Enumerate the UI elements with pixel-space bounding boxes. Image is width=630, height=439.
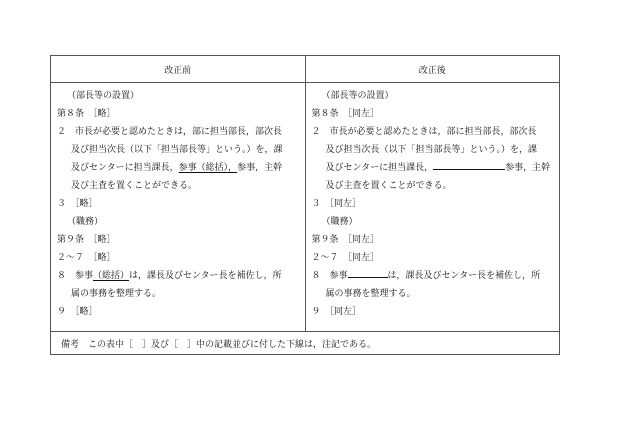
paragraph-8-line-2: 属の事務を整理する。 [71,289,162,299]
column-before [51,83,306,331]
paragraph-8-line-2: 属の事務を整理する。 [325,289,416,299]
section-heading: （職務） [321,217,358,227]
paragraph-2-line-1: ２ 市長が必要と認めたときは，部に担当部長，部次長 [311,127,537,137]
paragraphs-2-to-7: ２～７ ［略］ [57,253,116,263]
text-segment: は，課長及びセンター長を補佐し，所 [387,271,541,281]
paragraph-8-line-1 [312,267,554,285]
header-before: 改正前 [51,56,306,82]
article-8: 第８条 ［同左］ [311,109,380,119]
table-footer-note: 備考 この表中［ ］及び［ ］中の記載並びに付した下線は，注記である。 [61,339,377,350]
paragraph-2-line-3 [312,159,554,177]
paragraph-2-line-2: 及び担当次長（以下「担当部長等」という。）を，課 [71,145,283,155]
article-9: 第９条 ［略］ [57,235,116,245]
underlined-text: 参事（総括）， [178,163,238,173]
section-heading: （部長等の設置） [321,91,394,101]
table-header-row [51,56,559,83]
paragraph-2-line-1: ２ 市長が必要と認めたときは，部に担当部長，部次長 [57,127,283,137]
section-heading: （職務） [67,217,104,227]
text-segment: 及びセンターに担当課長， [71,163,179,173]
text-segment: ８ 参事 [311,271,348,281]
text-segment: 及びセンターに担当課長， [325,163,434,173]
column-after [306,83,560,331]
text-segment: は，課長及びセンター長を補佐し，所 [129,271,282,281]
paragraph-3: ３ ［同左］ [311,199,362,209]
paragraph-9: ９ ［略］ [57,307,98,317]
text-segment: 参事，主幹 [505,163,551,173]
paragraph-2-line-4: 及び主査を置くことができる。 [325,181,452,191]
paragraph-3: ３ ［略］ [57,199,98,209]
article-9: 第９条 ［同左］ [311,235,380,245]
header-after: 改正後 [418,65,446,76]
table-body-row [51,83,559,332]
section-heading: （部長等の設置） [67,91,140,101]
text-segment: 参事，主幹 [237,163,283,173]
underlined-text: （総括） [93,271,130,281]
paragraph-8-line-1 [57,267,299,285]
paragraph-2-line-3 [57,159,299,177]
article-8: 第８条 ［略］ [57,109,116,119]
paragraphs-2-to-7: ２～７ ［同左］ [311,253,380,263]
paragraph-2-line-4: 及び主査を置くことができる。 [71,181,198,191]
deletion-underline [433,159,505,170]
text-segment: ８ 参事 [57,271,94,281]
paragraph-9: ９ ［同左］ [311,307,362,317]
deletion-underline [348,267,388,278]
paragraph-2-line-2: 及び担当次長（以下「担当部長等」という。）を，課 [325,145,538,155]
amendment-comparison-table [50,55,560,355]
